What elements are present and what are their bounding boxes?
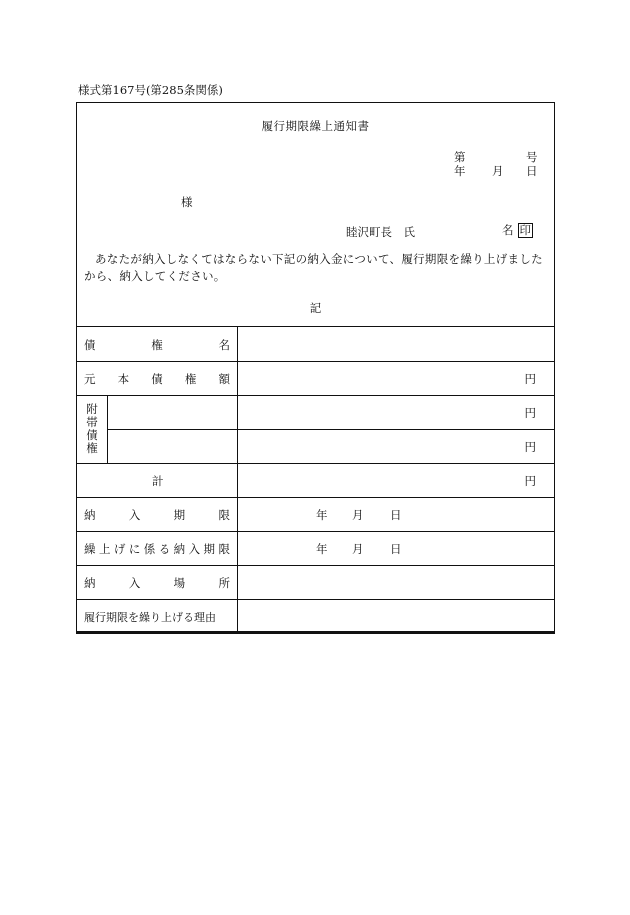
deadline-day-label: 日 [390,508,402,522]
row-divider [77,361,554,362]
document-title: 履行期限繰上通知書 [261,119,370,133]
date-day-label: 日 [526,164,538,178]
attached-1-yen-unit: 円 [524,406,536,420]
row-divider [107,429,554,430]
advanced-year-label: 年 [316,542,328,556]
total-yen-unit: 円 [524,474,536,488]
row-divider [77,463,554,464]
attached-2-yen-unit: 円 [524,440,536,454]
label-advance-reason: 履行期限を繰り上げる理由 [84,611,216,624]
row-divider [77,395,554,396]
attached-column-divider [107,395,108,463]
row-divider [77,497,554,498]
number-suffix: 号 [526,150,538,164]
date-month-label: 月 [492,164,504,178]
seal-icon: 印 [519,223,531,237]
details-table [77,326,554,632]
notice-frame [76,102,555,634]
label-advanced-deadline: 繰 上 げ に 係 る 納 入 期 限 [84,542,230,556]
label-payment-place: 納 入 場 所 [84,576,230,590]
ki-heading: 記 [309,301,322,315]
deadline-month-label: 月 [352,508,364,522]
advanced-day-label: 日 [390,542,402,556]
principal-yen-unit: 円 [524,372,536,386]
form-number-label: 様式第167号(第285条関係) [78,83,223,97]
issuer-name-seal [502,222,533,238]
row-divider [77,599,554,600]
label-payment-deadline: 納 入 期 限 [84,508,230,522]
date-year-label: 年 [454,164,466,178]
row-divider [77,531,554,532]
label-attached-claims: 附帯債権 [86,402,98,455]
label-total: 計 [152,474,164,488]
issuer-label: 睦沢町長 氏 [346,225,415,239]
row-divider [77,565,554,566]
advanced-month-label: 月 [352,542,364,556]
label-claim-name: 債 権 名 [84,338,230,352]
issuer-name-char: 名 [502,223,514,237]
addressee-suffix: 様 [181,195,193,209]
deadline-year-label: 年 [316,508,328,522]
number-label: 第 [454,150,466,164]
column-divider [237,327,238,632]
notice-body: あなたが納入しなくてはならない下記の納入金について、履行期限を繰り上げましたから、納入してください。 [84,252,543,283]
label-principal-amount: 元 本 債 権 額 [84,372,230,386]
